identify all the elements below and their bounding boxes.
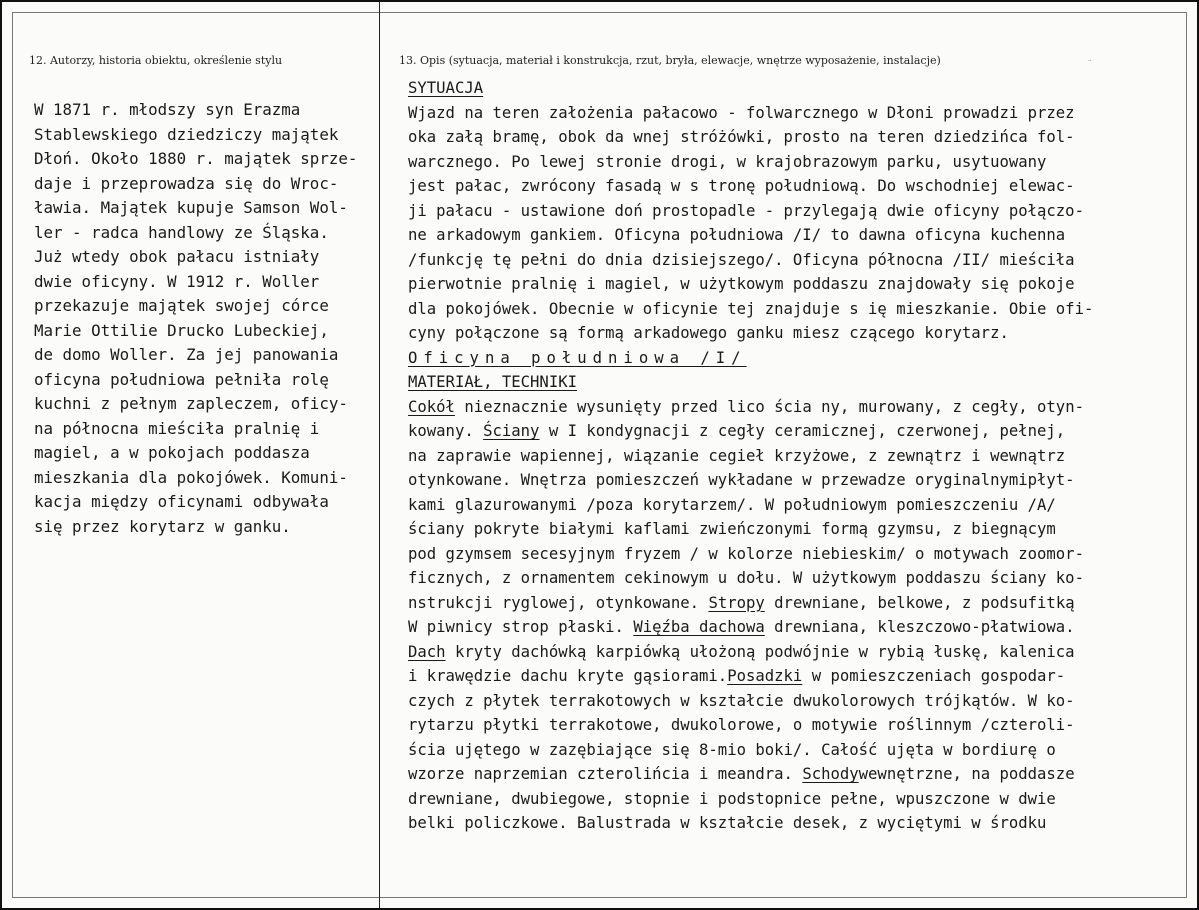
text-line: otynkowane. Wnętrza pomieszczeń wykładane w przewadze oryginalnymipłyt- xyxy=(408,471,1075,489)
text-line: ławia. Majątek kupuje Samson Wol- xyxy=(34,198,348,217)
text-line: warcznego. Po lewej stronie drogi, w krajobrazowym parku, usytuowany xyxy=(408,152,1047,171)
text-line: Marie Ottilie Drucko Lubeckiej, xyxy=(34,320,329,340)
scan-speck: ¨ xyxy=(1087,60,1093,70)
text-line: daje i przeprowadza się do Wroc- xyxy=(34,173,339,193)
text-line: ficznych, z ornamentem cekinowym u dołu. W użytkowym poddaszu ściany ko- xyxy=(408,569,1084,587)
term-posadzki: Posadzki xyxy=(727,667,803,685)
text-line: kuchni z pełnym zapleczem, oficy- xyxy=(34,394,348,413)
text-line: dwie oficyny. W 1912 r. Woller xyxy=(34,271,320,291)
text-span: wewnętrzne, na poddasze xyxy=(858,765,1075,783)
text-line xyxy=(408,419,1168,444)
term-dach: Dach xyxy=(408,642,446,661)
text-span: W piwnicy strop płaski. xyxy=(408,618,634,636)
text-span: drewniane, belkowe, z podsufitką xyxy=(764,593,1075,612)
text-line: czych z płytek terrakotowych w kształcie dwukolorowych trójkątów. W ko- xyxy=(408,691,1075,710)
text-line xyxy=(408,640,1168,665)
term-schody: Schody xyxy=(802,765,859,783)
text-line: oka załą bramę, obok da wnej stróżówki, prosto na teren dziedzińca fol- xyxy=(408,128,1075,146)
text-span: kowany. xyxy=(408,422,484,440)
text-line: de domo Woller. Za jej panowania xyxy=(34,345,339,364)
text-line: Stablewskiego dziedziczy majątek xyxy=(34,124,339,144)
text-line: W 1871 r. młodszy syn Erazma xyxy=(34,100,301,119)
text-span: nstrukcji ryglowej, otynkowane. xyxy=(408,593,709,612)
text-line: ji pałacu - ustawione doń prostopadle - przylegają dwie oficyny połączo- xyxy=(408,201,1084,220)
section-heading-material: MATERIAŁ, TECHNIKI xyxy=(408,373,577,391)
text-line: rytarzu płytki terrakotowe, dwukolorowe, o motywie roślinnym /czteroli- xyxy=(408,716,1075,734)
text-line: ściany pokryte białymi kaflami zwieńczonymi formą gzymsu, z biegnącym xyxy=(408,520,1056,538)
text-line: Już wtedy obok pałacu istniały xyxy=(34,247,320,266)
text-line: na zaprawie wapiennej, wiązanie cegieł krzyżowe, z zewnątrz i wewnątrz xyxy=(408,446,1066,465)
text-span: wzorze naprzemian czterolińcia i meandra. xyxy=(408,765,803,783)
text-line: jest pałac, zwrócony fasadą w s tronę południową. Do wschodniej elewac- xyxy=(408,177,1075,195)
text-line: belki policzkowe. Balustrada w kształcie desek, z wyciętymi w środku xyxy=(408,814,1047,832)
text-line: Wjazd na teren założenia pałacowo - folwarcznego w Dłoni prowadzi przez xyxy=(408,103,1075,122)
text-line: pod gzymsem secesyjnym fryzem / w kolorze niebieskim/ o motywach zoomor- xyxy=(408,544,1084,563)
text-line xyxy=(408,615,1168,640)
text-line xyxy=(408,395,1168,420)
text-line: magiel, a w pokojach poddasza xyxy=(34,443,310,462)
left-column-header: 12. Autorzy, historia obiektu, określenie stylu xyxy=(29,54,283,67)
text-line: cyny połączone są formą arkadowego ganku miesz czącego korytarz. xyxy=(408,324,1009,342)
term-cokol: Cokół xyxy=(408,397,455,416)
text-line: ler - radca handlowy ze Śląska. xyxy=(34,222,329,242)
right-column-header: 13. Opis (sytuacja, materiał i konstrukcja, rzut, bryła, elewacje, wnętrze wyposażenie, instalacje) xyxy=(399,54,941,67)
text-line: kacja między oficynami odbywała xyxy=(34,492,329,511)
text-span: w pomieszczeniach gospodar- xyxy=(802,667,1066,685)
section-heading-sytuacja: SYTUACJA xyxy=(408,79,484,97)
description-text xyxy=(408,76,1168,836)
text-line xyxy=(408,591,1168,616)
text-line: przekazuje majątek swojej córce xyxy=(34,296,329,315)
term-stropy: Stropy xyxy=(708,593,765,612)
column-divider xyxy=(379,2,380,908)
text-line: drewniane, dwubiegowe, stopnie i podstopnice pełne, wpuszczone w dwie xyxy=(408,789,1056,808)
text-span: i krawędzie dachu kryte gąsiorami. xyxy=(408,667,728,685)
text-line: kami glazurowanymi /poza korytarzem/. W południowym pomieszczeniu /A/ xyxy=(408,495,1056,514)
text-line: dla pokojówek. Obecnie w oficynie tej znajduje s ię mieszkanie. Obie ofi- xyxy=(408,299,1094,318)
term-sciany: Ściany xyxy=(483,422,540,440)
text-line: /funkcję tę pełni do dnia dzisiejszego/. Oficyna północna /II/ mieściła xyxy=(408,250,1075,269)
term-wiezba: Więźba dachowa xyxy=(633,618,765,636)
text-line: mieszkania dla pokojówek. Komuni- xyxy=(34,467,348,487)
text-line xyxy=(408,762,1168,787)
text-span: w I kondygnacji z cegły ceramicznej, czerwonej, pełnej, xyxy=(539,422,1066,440)
text-line: oficyna południowa pełniła rolę xyxy=(34,369,329,389)
text-line: ne arkadowym gankiem. Oficyna południowa /I/ to dawna oficyna kuchenna xyxy=(408,226,1066,244)
text-line: się przez korytarz w ganku. xyxy=(34,516,291,536)
text-line xyxy=(408,664,1168,689)
text-span: drewniana, kleszczowo-płatwiowa. xyxy=(764,618,1075,636)
text-line: ścia ujętego w zazębiające się 8-mio boki/. Całość ujęta w bordiurę o xyxy=(408,740,1056,759)
oficyna-heading: Oficyna południowa /I/ xyxy=(408,348,747,367)
text-line: na północna mieściła pralnię i xyxy=(34,418,320,438)
text-line: pierwotnie pralnię i magiel, w użytkowym poddaszu znajdowały się pokoje xyxy=(408,275,1075,293)
text-span: nieznacznie wysunięty przed lico ścia ny, murowany, z cegły, otyn- xyxy=(454,397,1084,416)
text-line: Dłoń. Około 1880 r. majątek sprze- xyxy=(34,149,358,168)
history-text xyxy=(34,98,374,539)
text-span: kryty dachówką karpiówką ułożoną podwójnie w rybią łuskę, kalenica xyxy=(445,642,1075,661)
